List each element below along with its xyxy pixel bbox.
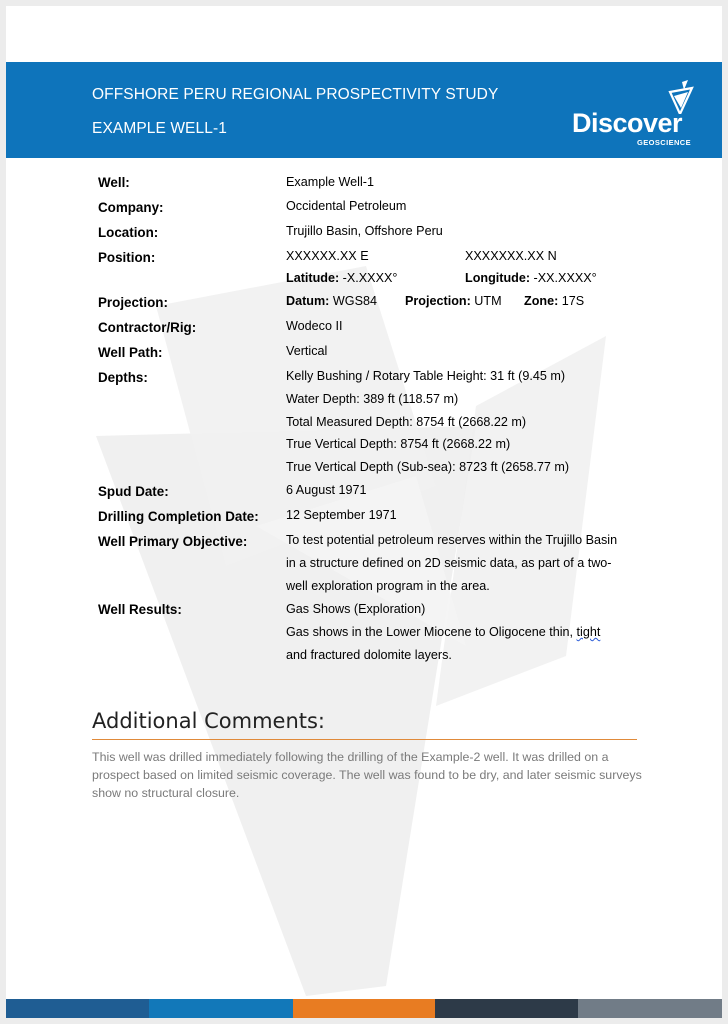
heading-rule (92, 739, 637, 740)
depth-line: Kelly Bushing / Rotary Table Height: 31 ft (9.45 m) (286, 369, 566, 383)
longitude-value: -XX.XXXX° (530, 271, 597, 285)
footer-segment (6, 999, 149, 1018)
footer-segment (149, 999, 293, 1018)
logo-wordmark: Discover (572, 108, 683, 138)
wellpath-label: Well Path: (98, 345, 163, 360)
latitude-value: -X.XXXX° (339, 271, 398, 285)
well-subtitle: EXAMPLE WELL-1 (92, 120, 227, 137)
completion-label: Drilling Completion Date: (98, 509, 259, 524)
proj-label: Projection: (405, 294, 471, 308)
objective-line: To test potential petroleum reserves within the Trujillo Basin (286, 533, 618, 547)
depth-line: Total Measured Depth: 8754 ft (2668.22 m) (286, 415, 527, 429)
company-value: Occidental Petroleum (286, 199, 407, 213)
latitude-field (286, 271, 397, 285)
footer-segment (293, 999, 435, 1018)
header-banner (6, 62, 722, 158)
results-line-2 (286, 625, 600, 639)
results-line: and fractured dolomite layers. (286, 648, 452, 662)
footer-color-bar (6, 999, 722, 1018)
contractor-label: Contractor/Rig: (98, 320, 197, 335)
results-label: Well Results: (98, 602, 182, 617)
additional-comments-heading: Additional Comments: (92, 709, 325, 733)
latitude-label: Latitude: (286, 271, 340, 285)
zone-value: 17S (558, 294, 585, 308)
zone-label: Zone: (524, 294, 559, 308)
wellpath-value: Vertical (286, 344, 328, 358)
well-value: Example Well-1 (286, 175, 374, 189)
well-label: Well: (98, 175, 130, 190)
logo-tagline: GEOSCIENCE (637, 138, 692, 147)
spud-value: 6 August 1971 (286, 483, 367, 497)
projection-label: Projection: (98, 295, 168, 310)
depth-line: True Vertical Depth: 8754 ft (2668.22 m) (286, 437, 511, 451)
footer-segment (435, 999, 578, 1018)
datum-value: WGS84 (329, 294, 377, 308)
completion-value: 12 September 1971 (286, 508, 397, 522)
depth-line: True Vertical Depth (Sub-sea): 8723 ft (2658.77 m) (286, 460, 570, 474)
datum-field (286, 294, 377, 308)
longitude-field (465, 271, 597, 285)
position-northing: XXXXXXX.XX N (465, 249, 557, 263)
objective-line: well exploration program in the area. (286, 579, 490, 593)
results-text: Gas shows in the Lower Miocene to Oligocene thin, (286, 625, 577, 639)
report-title: OFFSHORE PERU REGIONAL PROSPECTIVITY STUDY (92, 86, 499, 103)
discover-logo (572, 80, 702, 146)
longitude-label: Longitude: (465, 271, 531, 285)
position-easting: XXXXXX.XX E (286, 249, 369, 263)
proj-field (405, 294, 502, 308)
company-label: Company: (98, 200, 164, 215)
zone-field (524, 294, 584, 308)
location-label: Location: (98, 225, 159, 240)
proj-value: UTM (470, 294, 502, 308)
depths-label: Depths: (98, 370, 148, 385)
spud-label: Spud Date: (98, 484, 169, 499)
results-line: Gas Shows (Exploration) (286, 602, 426, 616)
contractor-value: Wodeco II (286, 319, 343, 333)
objective-line: in a structure defined on 2D seismic data, as part of a two- (286, 556, 612, 570)
depth-line: Water Depth: 389 ft (118.57 m) (286, 392, 459, 406)
objective-label: Well Primary Objective: (98, 534, 248, 549)
datum-label: Datum: (286, 294, 330, 308)
document-page (6, 6, 722, 1018)
footer-segment (578, 999, 722, 1018)
additional-comments-text: This well was drilled immediately following the drilling of the Example-2 well. It was drilled on a prospect based on limited seismic coverage. The well was found to be dry, and later seismic surveys show no structural closure. (92, 750, 642, 800)
position-label: Position: (98, 250, 156, 265)
location-value: Trujillo Basin, Offshore Peru (286, 224, 443, 238)
results-tight-word: tight (576, 625, 601, 639)
